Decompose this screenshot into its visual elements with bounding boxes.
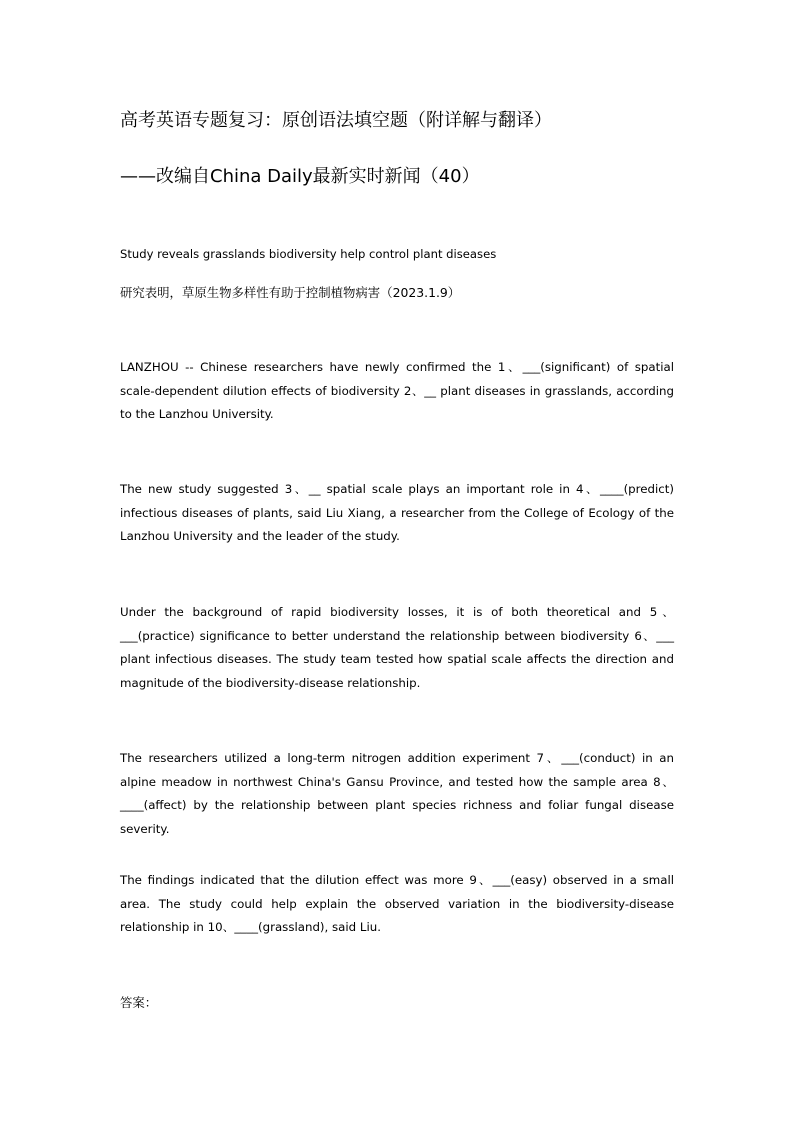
document-title-line1: 高考英语专题复习：原创语法填空题（附详解与翻译） [120, 110, 552, 131]
answer-label: 答案： [120, 995, 158, 1010]
paragraph-4: The researchers utilized a long-term nitrogen addition experiment 7、___(conduct) in an alpine meadow in northwest China's Gansu Province, and tested how the sample area 8、____(affect) by the relationship between plant species richness and foliar fungal disease severity. [120, 751, 674, 836]
paragraph-1: LANZHOU -- Chinese researchers have newly confirmed the 1、___(significant) of spatial scale-dependent dilution effects of biodiversity 2、__ plant diseases in grasslands, according to the Lanzhou University. [120, 360, 674, 421]
article-title-english: Study reveals grasslands biodiversity help control plant diseases [120, 247, 497, 261]
paragraph-2: The new study suggested 3、__ spatial scale plays an important role in 4、____(predict) infectious diseases of plants, said Liu Xiang, a researcher from the College of Ecology of the Lanzhou University and the leader of the study. [120, 482, 674, 543]
paragraph-5: The findings indicated that the dilution effect was more 9、___(easy) observed in a small area. The study could help explain the observed variation in the biodiversity-disease relationship in 10、____(grassland), said Liu. [120, 873, 674, 934]
article-title-chinese: 研究表明，草原生物多样性有助于控制植物病害（2023.1.9） [120, 285, 461, 300]
paragraph-3: Under the background of rapid biodiversity losses, it is of both theoretical and 5、___(practice) significance to better understand the relationship between biodiversity 6、___ plant infectious diseases. The study team tested how spatial scale affects the direction and magnitude of the biodiversity-disease relationship. [120, 605, 674, 690]
document-title-line2: ——改编自China Daily最新实时新闻（40） [120, 166, 480, 187]
